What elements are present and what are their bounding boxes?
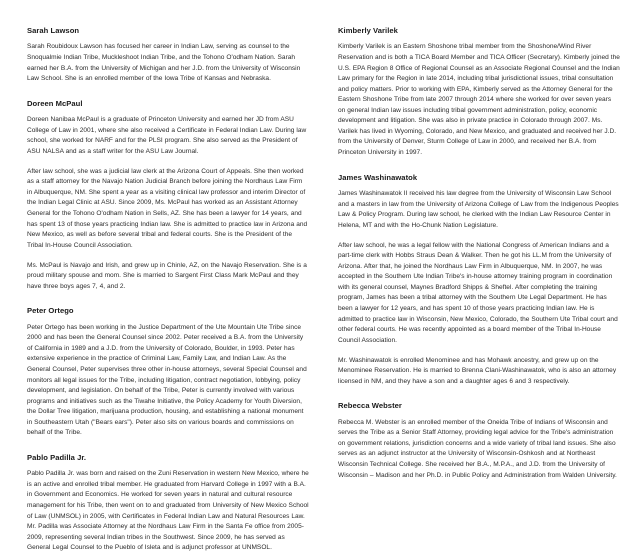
bio-paragraph: Mr. Washinawatok is enrolled Menominee and has Mohawk ancestry, and grew up on the Menominee Reservation. He is married to Brenna Clani-Washinawatok, who is also an attorney licensed in NM, and they have a son and a daughter ages 6 and 3 respectively. [338,356,617,385]
bio-paragraph: Kimberly Varilek is an Eastern Shoshone tribal member from the Shoshone/Wind River Reservation and is both a TICA Board Member and TICA Officer (Secretary). Kimberly joined the U.S. EPA Region 8 Office of Regional Counsel as an Associate Regional Counsel and the Indian Law primary for the Region in late 2014, including tribal jurisdictional issues, tribal consultation and policy matters. Prior to working with EPA, Kimberly served as the Attorney General for the Eastern Shoshone Tribe from late 2007 through 2014 where she worked for over seven years on general Indian law issues including tribal government administration, policy, economic development and litigation. She was also in private practice in Colorado through 2007. Ms. Varilek has lived in Wyoming, Colorado, and New Mexico, and graduated and received her J.D. from the University of Denver, Sturm College of Law in 2000, and received her B.A. from Princeton University in 1997. [338,43,620,156]
bio-paragraph: James Washinawatok II received his law degree from the University of Wisconsin Law School and a masters in law from the University of Arizona College of Law from the Indigenous Peoples Law & Policy Program. During law school, he clerked with the Indian Law Resource Center in Helena, MT and with the Ho-Chunk Nation Legislature. [338,189,619,229]
bio-entry-pablo-padilla-jr [27,453,309,554]
bio-entry-kimberly-varilek [338,26,620,159]
bio-name-peter-ortego: Peter Ortego [27,306,74,316]
bio-entry-james-washinawatok [338,173,620,388]
bio-name-doreen-mcpaul: Doreen McPaul [27,98,83,108]
left-column [27,26,309,554]
bio-name-pablo-padilla-jr: Pablo Padilla Jr. [27,452,87,462]
bio-name-rebecca-webster: Rebecca Webster [338,401,402,411]
bio-paragraph: Pablo Padilla Jr. was born and raised on the Zuni Reservation in western New Mexico, where he is an active and enrolled tribal member. He graduated from Harvard College in 1997 with a B.A. in Government and Economics. He worked for seven years in natural and cultural resource management for his Tribe, then went on to and graduated from University of New Mexico School of Law (UNMSOL) in 2005, with Certificates in Federal Indian Law and Natural Resources Law. Mr. Padilla was Associate Attorney at the Nordhaus Law Firm in the Santa Fe office from 2005-2009, representing several Indian tribes in the Southwest. Since 2009, he has served as General Legal Counsel to the Pueblo of Isleta and is adjunct professor at UNMSOL. [27,470,309,552]
bio-paragraph: Ms. McPaul is Navajo and Irish, and grew up in Chinle, AZ, on the Navajo Reservation. She is a proud military spouse and mom. She is married to Sargent First Class Mark McPaul and they have three boys ages 7, 4, and 2. [27,261,307,290]
bio-name-james-washinawatok: James Washinawatok [338,172,418,182]
bio-paragraph: After law school, he was a legal fellow with the National Congress of American Indians and a part-time clerk with Hobbs Straus Dean & Walker. Then he got his LL.M from the University of Arizona. After that, he joined the Nordhaus Law Firm in Albuquerque, NM. In 2007, he was accepted in the Southern Ute Indian Tribe's in-house attorney training program in coordination with its general counsel, Maynes Bradford Shipps & Sheftel. After completing the training program, James has been a tribal attorney with the Southern Ute Legal Department. He has been a lawyer for 12 years, and has spent 10 of those years practicing Indian law. He is admitted to practice law in Wisconsin, New Mexico, Colorado, the Southern Ute Tribal court and other federal courts. He was recently appointed as a board member of the Tribal In-House Council Association. [338,241,618,344]
bio-paragraph: Sarah Roubidoux Lawson has focused her career in Indian Law, serving as counsel to the Snoqualmie Indian Tribe, Muckleshoot Indian Tribe, and the Tohono O'odham Nation. Sarah earned her B.A. from the University of Michigan and her J.D. from the University of Wisconsin Law School. She is an enrolled member of the Iowa Tribe of Kansas and Nebraska. [27,43,301,83]
bio-paragraph: After law school, she was a judicial law clerk at the Arizona Court of Appeals. She then worked as a staff attorney for the Navajo Nation Judicial Branch before joining the Nordhaus Law Firm in Albuquerque, NM. She spent a year as a visiting clinical law professor and interim Director of the Indian Legal Clinic at ASU. Since 2009, Ms. McPaul has worked as an Assistant Attorney General for the Tohono O'odham Nation in Sells, AZ. She has been a lawyer for 14 years, and has spent 13 of those years practicing Indian law. She is admitted to practice law in Arizona and New Mexico, as well as before several tribal and federal courts. She is the President of the Tribal In-House Council Association. [27,167,308,249]
bio-paragraph: Rebecca M. Webster is an enrolled member of the Oneida Tribe of Indians of Wisconsin and serves the Tribe as a Senior Staff Attorney, providing legal advice for the Tribe's administration on government relations, jurisdiction concerns and a wide variety of tribal land issues. She also serves as an adjunct instructor at the University of Wisconsin-Oshkosh and at Northeast Wisconsin Technical College. She received her B.A., M.P.A., and J.D. from the University of Wisconsin – Madison and her Ph.D. in Public Policy and Administration from Walden University. [338,418,617,479]
bio-entry-sarah-lawson [27,26,309,85]
two-column-layout [27,26,620,552]
bio-paragraph: Peter Ortego has been working in the Justice Department of the Ute Mountain Ute Tribe since 2000 and has been the General Counsel since 2002. Peter received a B.A. from the University of California in 1989 and a J.D. from the University of Colorado, Boulder, in 1993. Peter has extensive experience in the practice of Criminal Law, Family Law, and Indian Law. As the General Counsel, Peter supervises three other in-house attorneys, several Special Counsel and monitors all legal issues for the Tribe, including litigation, contract negotiation, lobbying, policy development, and legislation. On behalf of the Tribe, Peter is currently involved with various programs and initiatives such as the Tiwahe Initiative, the Policy Academy for Youth Diversion, the Dollar Tree litigation, marijuana production, housing, and establishing a national monument in Southeastern Utah ("Bears ears"). Peter also sits on various boards and commissions on behalf of the Tribe. [27,323,307,437]
bio-entry-doreen-mcpaul [27,99,309,293]
bio-entry-peter-ortego [27,306,309,439]
bio-paragraph: Doreen Nanibaa McPaul is a graduate of Princeton University and earned her JD from ASU College of Law in 2001, where she also received a Certificate in Federal Indian Law. During law school, she worked for NARF and for the PLSI program. She also served as the President of ASU NALSA and as a staff writer for the ASU Law Journal. [27,116,307,155]
bio-name-kimberly-varilek: Kimberly Varilek [338,26,398,35]
right-column [338,26,620,481]
bio-entry-rebecca-webster [338,401,620,481]
bio-name-sarah-lawson: Sarah Lawson [27,26,80,35]
